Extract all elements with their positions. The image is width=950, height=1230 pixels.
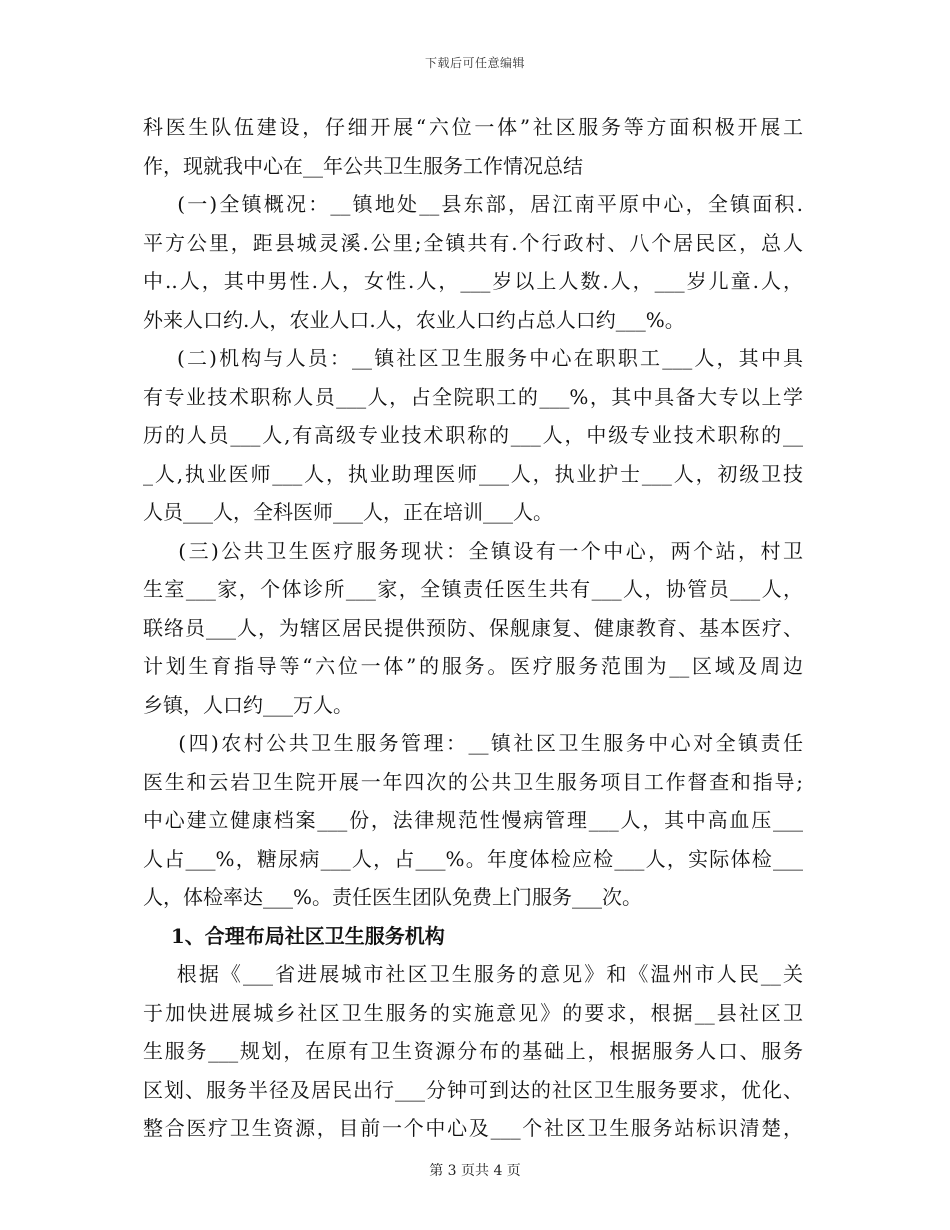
page-number: 第 3 页共 4 页 xyxy=(429,1163,521,1179)
body-line: (四)农村公共卫生服务管理：__镇社区卫生服务中心对全镇责任 xyxy=(143,731,803,755)
page-header: 下载后可任意编辑 xyxy=(424,56,525,70)
body-line: 科医生队伍建设，仔细开展“六位一体”社区服务等方面积极开展工 xyxy=(143,115,803,139)
body-line: 外来人口约.人，农业人口.人，农业人口约占总人口约___%。 xyxy=(143,307,685,332)
body-line: 中..人，其中男性.人，女性.人，___岁以上人数.人，___岁儿童.人， xyxy=(143,269,803,293)
body-line: 根据《___省进展城市社区卫生服务的意见》和《温州市人民__关 xyxy=(143,962,803,986)
body-line: 联络员___人，为辖区居民提供预防、保舰康复、健康教育、基本医疗、 xyxy=(143,615,803,640)
body-line: 生室___家，个体诊所___家，全镇责任医生共有___人，协管员___人， xyxy=(143,577,803,601)
body-line: 平方公里，距县城灵溪.公里;全镇共有.个行政村、八个居民区，总人 xyxy=(143,230,803,255)
document-body xyxy=(143,108,803,1148)
body-line: 作，现就我中心在__年公共卫生服务工作情况总结 xyxy=(143,153,583,178)
body-line: 计划生育指导等“六位一体”的服务。医疗服务范围为__区域及周边 xyxy=(143,654,803,678)
body-line: 有专业技术职称人员___人，占全院职工的___%，其中具备大专以上学 xyxy=(143,384,803,409)
body-line: 中心建立健康档案___份，法律规范性慢病管理___人，其中高血压___ xyxy=(143,808,803,832)
body-line: _人,执业医师___人，执业助理医师___人，执业护士___人，初级卫技 xyxy=(143,461,803,486)
body-line: 乡镇，人口约___万人。 xyxy=(143,692,353,717)
body-line: 区划、服务半径及居民出行___分钟可到达的社区卫生服务要求，优化、 xyxy=(143,1077,803,1102)
body-line: 整合医疗卫生资源，目前一个中心及___个社区卫生服务站标识清楚， xyxy=(143,1116,803,1140)
section-heading: 1、合理布局社区卫生服务机构 xyxy=(143,923,445,948)
body-line: (三)公共卫生医疗服务现状：全镇设有一个中心，两个站，村卫 xyxy=(143,538,803,563)
body-line: 人，体检率达___%。责任医生团队免费上门服务___次。 xyxy=(143,885,643,909)
body-line: 人占___%，糖尿病___人，占___%。年度体检应检___人，实际体检___ xyxy=(143,846,803,871)
body-line: (二)机构与人员：__镇社区卫生服务中心在职职工___人，其中具 xyxy=(143,346,803,370)
body-line: 医生和云岩卫生院开展一年四次的公共卫生服务项目工作督查和指导; xyxy=(143,769,803,794)
body-line: (一)全镇概况：__镇地处__县东部，居江南平原中心，全镇面积. xyxy=(143,192,803,216)
body-line: 于加快进展城乡社区卫生服务的实施意见》的要求，根据__县社区卫 xyxy=(143,1000,803,1025)
body-line: 生服务___规划，在原有卫生资源分布的基础上，根据服务人口、服务 xyxy=(143,1039,803,1063)
body-line: 人员___人，全科医师___人，正在培训___人。 xyxy=(143,500,553,524)
body-line: 历的人员___人,有高级专业技术职称的___人，中级专业技术职称的__ xyxy=(143,423,803,447)
